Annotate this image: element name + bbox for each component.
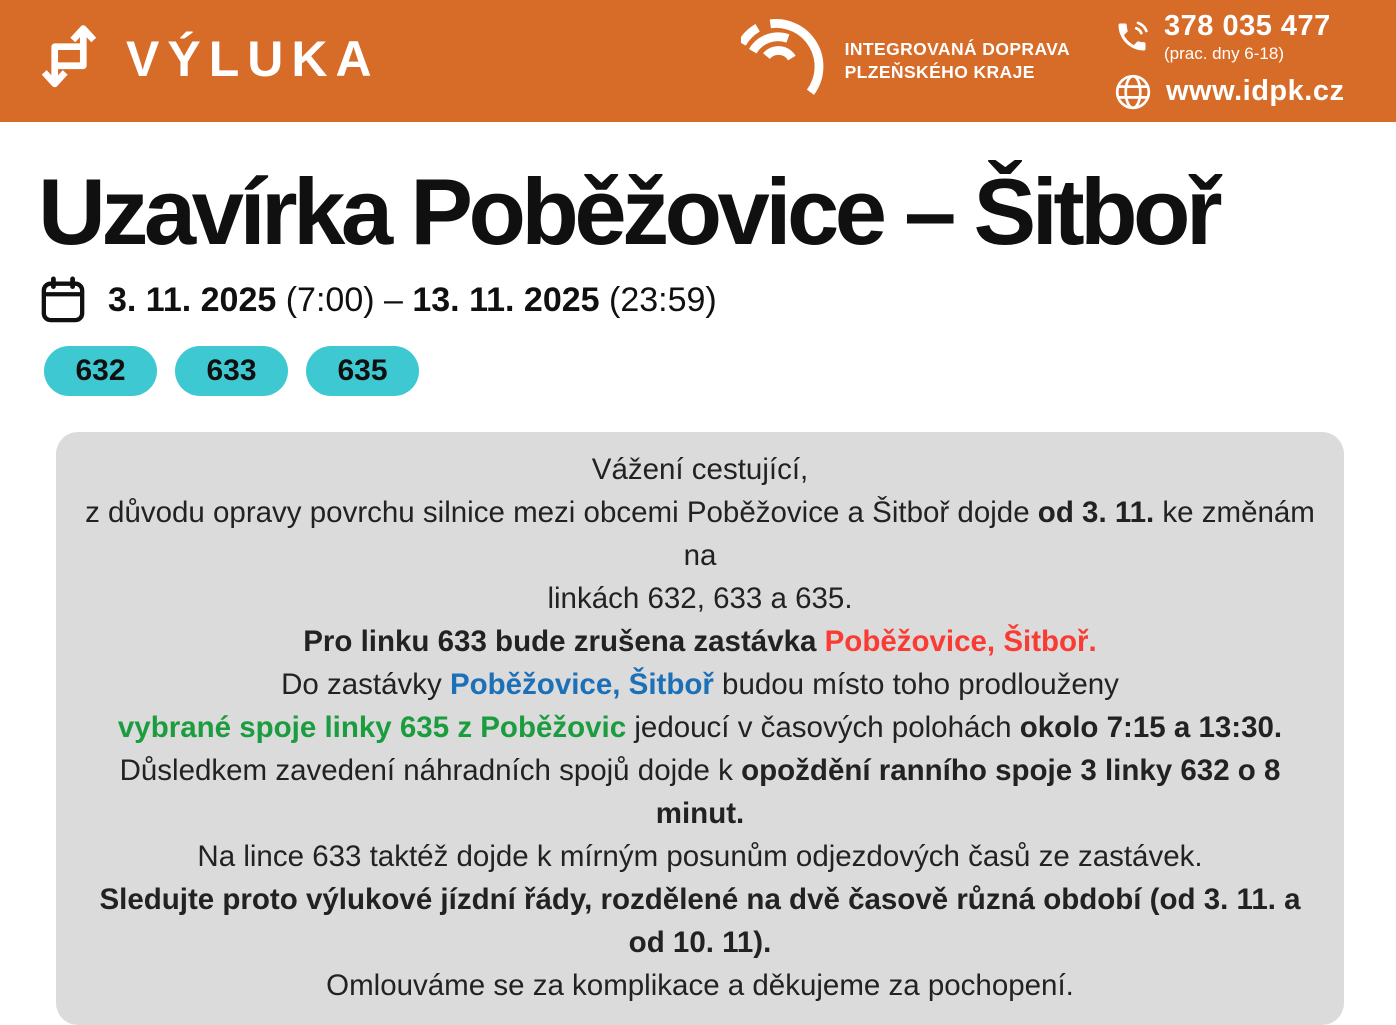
notice-line-6 bbox=[82, 706, 1318, 749]
text-segment: Na lince 633 taktéž dojde k mírným posunům odjezdových časů ze zastávek. bbox=[197, 840, 1203, 874]
line-badges bbox=[44, 346, 1396, 396]
page-title: Uzavírka Poběžovice – Šitboř bbox=[38, 159, 1219, 264]
notice-line-8 bbox=[82, 835, 1318, 878]
idpk-arcs-logo-icon bbox=[741, 17, 829, 105]
idpk-logo-group bbox=[741, 17, 1070, 105]
website-row bbox=[1114, 73, 1362, 111]
text-segment: opoždění ranního spoje 3 linky 632 o 8 minut. bbox=[655, 754, 1281, 831]
text-segment: Poběžovice, Šitboř. bbox=[824, 625, 1097, 659]
phone-number: 378 035 477 bbox=[1164, 10, 1331, 43]
text-segment: okolo 7:15 a 13:30. bbox=[1019, 711, 1283, 745]
banner bbox=[0, 0, 1396, 122]
text-segment: ke změnám na bbox=[683, 496, 1315, 573]
text-segment: 13. 11. 2025 bbox=[412, 280, 600, 319]
text-segment: Do zastávky bbox=[281, 668, 450, 702]
contact-block bbox=[1114, 11, 1362, 111]
text-segment: Poběžovice, Šitboř bbox=[449, 668, 714, 702]
notice-line-10 bbox=[82, 964, 1318, 1007]
phone-icon bbox=[1114, 19, 1150, 55]
brand-name bbox=[845, 38, 1070, 84]
text-segment: Pro linku 633 bude zrušena zastávka bbox=[303, 625, 825, 659]
notice-line-5 bbox=[82, 663, 1318, 706]
line-badge-632: 632 bbox=[44, 346, 157, 396]
date-range-row bbox=[40, 276, 1396, 324]
text-segment: Vážení cestující, bbox=[591, 453, 809, 487]
line-badge-635: 635 bbox=[306, 346, 419, 396]
notice-line-1 bbox=[82, 448, 1318, 491]
line-badge-633: 633 bbox=[175, 346, 288, 396]
text-segment: Omlouváme se za komplikace a děkujeme za pochopení. bbox=[326, 969, 1074, 1003]
notice-line-3 bbox=[82, 577, 1318, 620]
phone-hours: (prac. dny 6-18) bbox=[1164, 44, 1284, 64]
banner-left-group bbox=[38, 21, 380, 101]
detour-arrows-icon bbox=[38, 21, 100, 101]
notice-box bbox=[56, 432, 1344, 1025]
text-segment: vybrané spoje linky 635 z Poběžovic bbox=[117, 711, 627, 745]
brand-line-2: PLZEŇSKÉHO KRAJE bbox=[844, 62, 1035, 82]
notice-line-7 bbox=[82, 749, 1318, 835]
text-segment: linkách 632, 633 a 635. bbox=[547, 582, 853, 616]
notice-line-9 bbox=[82, 878, 1318, 964]
text-segment: z důvodu opravy povrchu silnice mezi obcemi Poběžovice a Šitboř dojde bbox=[85, 496, 1038, 530]
banner-title: VÝLUKA bbox=[126, 31, 380, 87]
text-segment: – bbox=[374, 280, 413, 319]
phone-row bbox=[1114, 11, 1362, 64]
website-link[interactable]: www.idpk.cz bbox=[1166, 75, 1345, 108]
text-segment: (7:00) bbox=[276, 280, 375, 319]
text-segment: od 3. 11. bbox=[1037, 496, 1155, 530]
notice-line-4 bbox=[82, 620, 1318, 663]
text-segment: (23:59) bbox=[599, 280, 717, 319]
text-segment: budou místo toho prodlouženy bbox=[713, 668, 1119, 702]
globe-icon bbox=[1114, 73, 1152, 111]
text-segment: Důsledkem zavedení náhradních spojů dojde k bbox=[119, 754, 742, 788]
notice-line-2 bbox=[82, 491, 1318, 577]
text-segment: jedoucí v časových polohách bbox=[626, 711, 1020, 745]
text-segment: 3. 11. 2025 bbox=[108, 280, 277, 319]
date-range bbox=[108, 281, 717, 320]
calendar-icon bbox=[40, 276, 86, 324]
text-segment: Sledujte proto výlukové jízdní řády, rozdělené na dvě časově různá období (od 3. 11. a od 10. 11). bbox=[99, 883, 1301, 960]
brand-line-1: INTEGROVANÁ DOPRAVA bbox=[844, 39, 1070, 60]
